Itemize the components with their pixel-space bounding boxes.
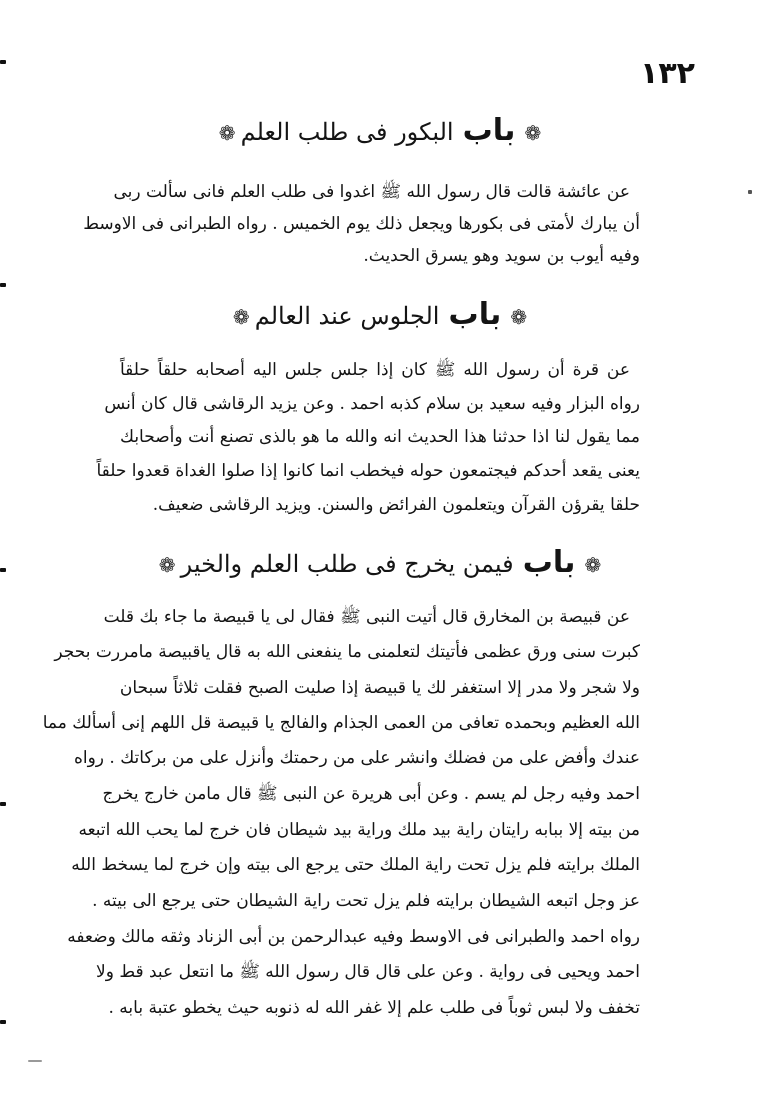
ornament-icon: ❁	[218, 121, 236, 145]
text-line: عن عائشة قالت قال رسول الله ﷺ اغدوا فى طلب العلم فانى سألت ربى	[113, 182, 630, 202]
chapter-heading-2	[120, 297, 640, 332]
ornament-icon: ❁	[524, 121, 542, 145]
scan-edge-mark	[0, 60, 6, 64]
ornament-icon: ❁	[232, 305, 250, 329]
chapter-label: باب	[448, 297, 502, 332]
text-line: من بيته إلا ببابه رايتان راية بيد ملك وراية بيد شيطان فان خرج لما يحب الله اتبعه	[78, 820, 640, 840]
text-line: ولا شجر ولا مدر إلا استغفر لك يا قبيصة إذا صليت الصبح فقلت ثلاثاً سبحان	[119, 678, 640, 698]
text-line: حلقا يقرؤن القرآن ويتعلمون الفرائض والسنن. ويزيد الرقاشى ضعيف.	[152, 495, 640, 515]
ornament-icon: ❁	[158, 553, 176, 577]
text-line: الله العظيم وبحمده تعافى من العمى الجذام والفالج يا قبيصة قل اللهم إنى أسألك مما	[42, 713, 640, 733]
text-line: احمد وفيه رجل لم يسم . وعن أبى هريرة عن النبى ﷺ قال مامن خارج يخرج	[102, 784, 640, 804]
text-line: رواه احمد والطبرانى فى الاوسط وفيه عبدالرحمن بن أبى الزناد وثقه مالك وضعفه	[67, 927, 640, 947]
chapter-title: الجلوس عند العالم	[254, 302, 440, 330]
text-line: عن قبيصة بن المخارق قال أتيت النبى ﷺ فقال لى يا قبيصة ما جاء بك قلت	[103, 607, 630, 627]
scan-edge-mark	[0, 1020, 6, 1024]
text-line: وفيه أيوب بن سويد وهو يسرق الحديث.	[363, 246, 640, 266]
text-line: تخفف ولا لبس ثوباً فى طلب علم إلا غفر الله له ذنوبه حيث يخطو عتبة بابه .	[108, 998, 640, 1018]
scan-edge-mark	[0, 802, 6, 806]
chapter-heading-1	[120, 113, 640, 148]
scan-speck	[28, 1060, 42, 1062]
scan-speck	[748, 190, 752, 194]
text-line: عز وجل اتبعه الشيطان برايته فلم يزل تحت راية الشيطان حتى يرجع الى بيته .	[92, 891, 640, 911]
text-line: مما يقول لنا اذا حدثنا هذا الحديث انه والله ما هو بالذى تصنع أنت وأصحابك	[120, 427, 640, 447]
ornament-icon: ❁	[510, 305, 528, 329]
text-line: أن يبارك لأمتى فى بكورها ويجعل ذلك يوم الخميس . رواه الطبرانى فى الاوسط	[83, 214, 640, 234]
text-line: احمد ويحيى فى رواية . وعن على قال قال رسول الله ﷺ ما انتعل عبد قط ولا	[96, 962, 640, 982]
page-number: ١٣٢	[640, 56, 695, 91]
chapter-label: باب	[522, 545, 576, 580]
text-line: كبرت سنى ورق عظمى فأتيتك لتعلمنى ما ينفعنى الله به قال ياقبيصة مامررت بحجر	[54, 642, 640, 662]
text-line: عن قرة أن رسول الله ﷺ كان إذا جلس جلس اليه أصحابه حلقاً حلقاً	[120, 360, 630, 380]
scan-edge-mark	[0, 568, 6, 572]
text-line: عندك وأفض على من فضلك وانشر على من رحمتك وأنزل على من بركاتك . رواه	[73, 748, 640, 768]
text-line: رواه البزار وفيه سعيد بن سلام كذبه احمد . وعن يزيد الرقاشى قال كان أنس	[104, 394, 640, 414]
chapter-title: فيمن يخرج فى طلب العلم والخير	[180, 550, 514, 578]
chapter-title: البكور فى طلب العلم	[240, 118, 454, 146]
chapter-label: باب	[462, 113, 516, 148]
chapter-heading-3	[120, 545, 640, 580]
scan-edge-mark	[0, 283, 6, 287]
text-line: الملك برايته فلم يزل تحت راية الملك حتى يرجع الى بيته وإن خرج لما يسخط الله	[71, 855, 640, 875]
ornament-icon: ❁	[584, 553, 602, 577]
text-line: يعنى يقعد أحدكم فيجتمعون حوله فيخطب انما كانوا إذا صلوا الغداة قعدوا حلقاً	[96, 461, 640, 481]
